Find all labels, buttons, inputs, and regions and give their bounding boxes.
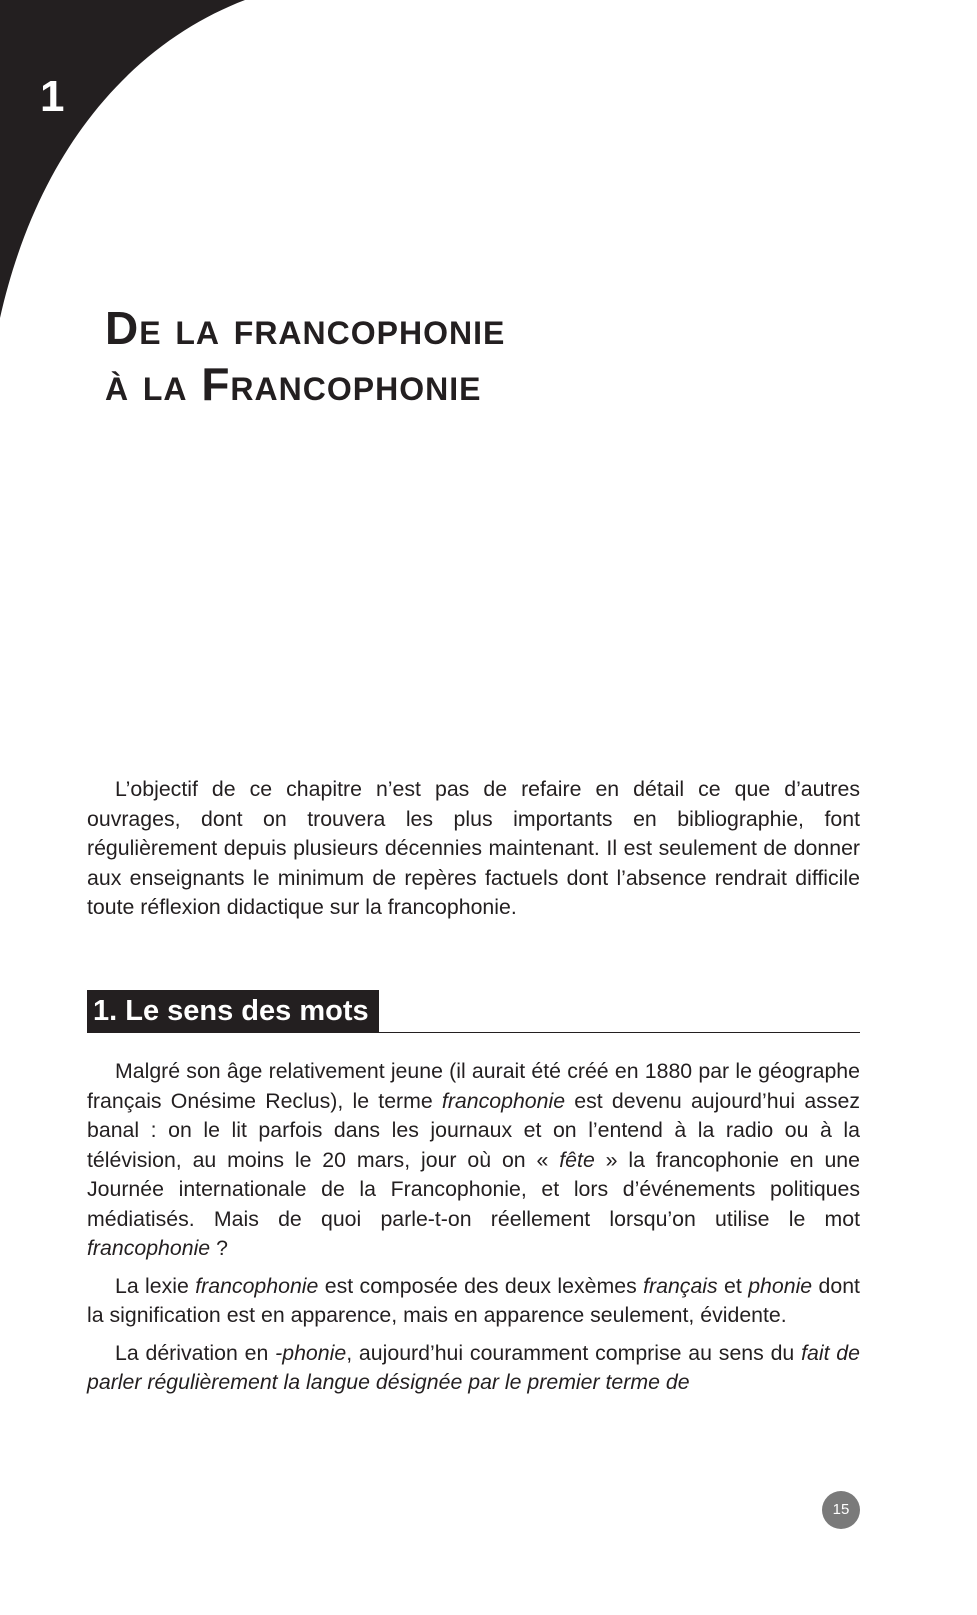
intro-text xyxy=(87,775,860,931)
italic-term: francophonie xyxy=(441,1088,566,1113)
italic-term: fête xyxy=(559,1147,595,1172)
chapter-title-line-1: De la francophonie xyxy=(105,302,506,354)
italic-term: fait de parler régulièrement la langue désignée par le premier terme de xyxy=(87,1340,860,1394)
paragraph xyxy=(87,1272,860,1331)
text-run: L’objectif de ce chapitre n’est pas de refaire en détail ce que d’autres ouvrages, dont on trouvera les plus importants en bibliographie, font régulièrement depuis plusieurs décennies maintenant. Il est seulement de donner aux enseignants le minimum de repères factuels dont l’absence rendrait difficile toute réflexion didactique sur la francophonie. xyxy=(87,777,860,919)
text-run: La dérivation en xyxy=(115,1340,276,1365)
italic-term: français xyxy=(643,1273,718,1298)
page-number: 15 xyxy=(822,1491,860,1529)
text-run: Malgré son âge relativement jeune (il aurait été créé en 1880 par le géographe français Onésime Reclus), le terme xyxy=(87,1059,860,1113)
italic-term: francophonie xyxy=(195,1273,319,1298)
chapter-corner-shape xyxy=(0,0,260,320)
paragraph xyxy=(87,1057,860,1264)
italic-term: -phonie xyxy=(275,1340,347,1365)
paragraph xyxy=(87,775,860,923)
section-heading-bar xyxy=(87,990,860,1033)
text-run: » la francophonie en une Journée internationale de la Francophonie, et lors d’événements politiques médiatisés. Mais de quoi parle-t-on réellement lorsqu’on utilise le mot xyxy=(87,1147,860,1231)
section-heading: 1. Le sens des mots xyxy=(87,990,379,1032)
chapter-title-line-2: à la Francophonie xyxy=(105,358,482,410)
section-text xyxy=(87,1057,860,1406)
italic-term: phonie xyxy=(748,1273,813,1298)
text-run: est composée des deux lexèmes xyxy=(318,1273,644,1298)
text-run: ? xyxy=(210,1236,228,1260)
text-run: dont la signification est en apparence, mais en apparence seulement, évidente. xyxy=(87,1273,860,1327)
text-run: et xyxy=(717,1273,749,1298)
chapter-number: 1 xyxy=(40,72,65,121)
paragraph xyxy=(87,1339,860,1398)
italic-term: francophonie xyxy=(87,1236,211,1260)
text-run: est devenu aujourd’hui assez banal : on le lit parfois dans les journaux et on l’entend à la radio ou à la télévision, au moins le 20 mars, jour où on « xyxy=(87,1088,860,1172)
chapter-title xyxy=(105,300,505,412)
text-run: , aujourd’hui couramment comprise au sens du xyxy=(346,1340,802,1365)
text-run: La lexie xyxy=(115,1273,196,1298)
